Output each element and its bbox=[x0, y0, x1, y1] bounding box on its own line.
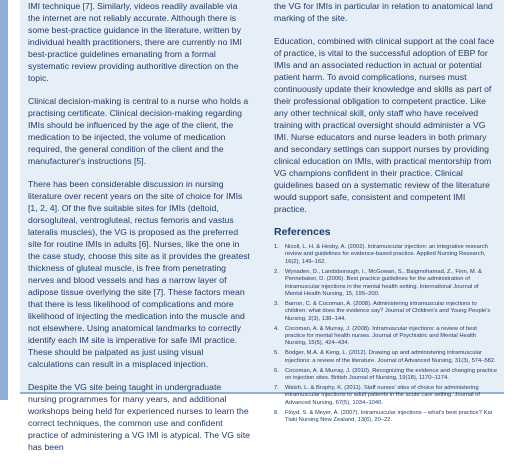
body-paragraph: IMI technique [7]. Similarly, videos readily available via the internet are not reliably accurate. Although there is some best-practice guidance in the literature, written by individual health practitioners, there are currently no IMI best-practice guidelines emanating from a formal systematic review providing authoritive direction on the topic. bbox=[28, 1, 242, 83]
reference-item bbox=[274, 244, 497, 266]
body-paragraph: Education, combined with clinical support at the coal face of practice, is vital to the successful adoption of EBP for IMIs and an associated reduction in actual or potential patient harm. To avoid complications, nurses must continuously update their knowledge and skills as part of their professional obligation to competent practice. Like any other technical skill, only staff who have received training with practical oversight should administer a VG IMI. Nurse educators and nurse leaders in both primary and secondary settings can support nurses by providing clinical education on IMIs, with practical mentorship from VG champions confident in their practice. Clinical guidelines based on a systematic review of the literature would support safe, consistent and competent IMI practice. bbox=[274, 36, 495, 214]
reference-text: Bodger, M.A. & Keng, L. (2012). Drawing up and administering intramuscular injections: a review of the literature. Journal of Advanced Nursing, 31(3), 574–582. bbox=[285, 350, 496, 364]
reference-item bbox=[274, 326, 497, 348]
left-column bbox=[28, 0, 251, 464]
reference-number: 8. bbox=[274, 409, 279, 416]
reference-item bbox=[274, 350, 497, 365]
reference-item bbox=[274, 301, 497, 323]
reference-item bbox=[274, 410, 497, 425]
reference-number: 3. bbox=[274, 300, 279, 307]
reference-text: Wynaden, D., Landsborough, I., McGowan, S., Baigmohamad, Z., Finn, M. & Pennebaker, D. (2006). Best practice guidelines for the administration of intramuscular injections in the mental health setting. International Journal of Mental Health Nursing, 15, 195–200. bbox=[285, 268, 482, 297]
reference-text: Barron, C. & Cocoman, A. (2008). Administering intramuscular injections to children: what does the evidence say? Journal of Children's and Young People's Nursing, 2(3), 138–144. bbox=[285, 300, 491, 322]
article-page bbox=[20, 0, 504, 452]
body-paragraph: Despite the VG site being taught in undergraduate nursing programmes for many years, and additional workshops being held for experienced nurses to learn the correct techniques, the common use and confident practice of administering a VG IMI is atypical. The VG site has been bbox=[28, 382, 250, 452]
body-paragraph: Clinical decision-making is central to a nurse who holds a practising certificate. Clinical decision-making regarding IMIs should be influenced by the age of the client, the medication to be injected, the volume of medication required, the general condition of the client and the manufacturer's instructions [5]. bbox=[28, 96, 249, 166]
reference-text: Cocoman, A. & Murray, J. (2010). Recognizing the evidence and changing practice on injection sites. British Journal of Nursing, 19(18), 1170–1174. bbox=[285, 367, 497, 381]
reference-text: Walsh, L. & Brophy, K. (2011). Staff nurses' sites of choice for administering intramuscular injections to adult patients in the acute care setting. Journal of Advanced Nursing, 67(5), 1034–1040. bbox=[285, 384, 480, 406]
reference-number: 5. bbox=[274, 350, 279, 357]
reference-item bbox=[274, 385, 497, 407]
reference-number: 6. bbox=[274, 367, 279, 374]
reference-number: 4. bbox=[274, 325, 279, 332]
reference-text: Nicoll, L. H. & Hesby, A. (2002). Intramuscular injection: an integrative research review and guidelines for evidence-based practice. Applied Nursing Research, 16(2), 149–162. bbox=[285, 244, 488, 265]
reference-text: Floyd, S. & Meyer, A. (2007). Intramuscular injections – what's best practice? Kai Tiaki Nursing New Zealand, 13(6), 20–22. bbox=[285, 409, 492, 424]
reference-number: 2. bbox=[274, 268, 279, 275]
left-accent-bar bbox=[0, 0, 8, 400]
references-heading: References bbox=[274, 226, 331, 238]
right-column bbox=[274, 0, 497, 427]
references-list bbox=[274, 244, 497, 424]
reference-item bbox=[274, 269, 497, 299]
reference-item bbox=[274, 368, 497, 383]
reference-number: 1. bbox=[274, 244, 279, 250]
reference-text: Cocoman, A. & Murray, J. (2008). Intramuscular injections: a review of best practice for mental health nurses. Journal of Psychiatric and Mental Health Nursing, 15(5), 424–434. bbox=[285, 325, 477, 347]
body-paragraph: There has been considerable discussion in nursing literature over recent years on the site of choice for IMIs [1, 2, 4]. Of the five suitable sites for IMIs (deltoid, dorsogluteal, ventrogluteal, rectus femoris and vastus lateralis muscles), the VG is proposed as the preferred site for routine IMIs in adults [6]. Nurses, like the one in the case study, choose this site as it provides the greatest thickness of gluteal muscle, is free from penetrating nerves and blood vessels and has a narrow layer of adipose tissue overlying the site [7]. These factors mean that there is less likelihood of complications and more likelihood of injecting the medication into the muscle and not elsewhere. Using anatomical landmarks to correctly identify each IM site is imperative for safe IMI practice. These should be palpated as just using visual calculations can result in a misplaced injection. bbox=[28, 179, 250, 369]
body-paragraph: the VG for IMIs in particular in relation to anatomical land marking of the site. bbox=[274, 1, 493, 23]
reference-number: 7. bbox=[274, 384, 279, 391]
